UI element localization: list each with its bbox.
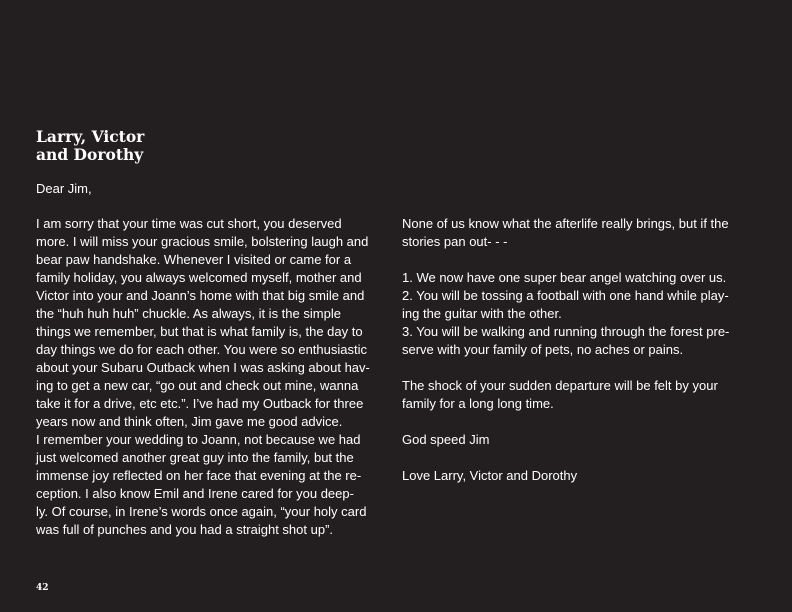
- text-line: The shock of your sudden departure will be felt by your: [402, 378, 718, 393]
- text-line: Victor into your and Joann’s home with that big smile and: [36, 288, 365, 303]
- right-column: [402, 215, 758, 485]
- signature-line: Love Larry, Victor and Dorothy: [402, 468, 578, 483]
- text-line: things we remember, but that is what family is, the day to: [36, 324, 363, 339]
- text-line: bear paw handshake. Whenever I visited or came for a: [36, 252, 352, 267]
- list-item: 1. We now have one super bear angel watching over us.: [402, 270, 727, 285]
- text-line: immense joy reflected on her face that evening at the re-: [36, 468, 362, 483]
- text-line: None of us know what the afterlife really brings, but if the: [402, 216, 729, 231]
- list-item: serve with your family of pets, no aches or pains.: [402, 342, 684, 357]
- text-line: take it for a drive, etc etc.”. I’ve had my Outback for three: [36, 396, 364, 411]
- text-line: family for a long long time.: [402, 396, 554, 411]
- text-line: the “huh huh huh” chuckle. As always, it is the simple: [36, 306, 341, 321]
- text-line: stories pan out- - -: [402, 234, 508, 249]
- paragraph-gap: [402, 413, 758, 431]
- text-line: I remember your wedding to Joann, not because we had: [36, 432, 361, 447]
- text-line: day things we do for each other. You were so enthusiastic: [36, 342, 367, 357]
- text-line: more. I will miss your gracious smile, bolstering laugh and: [36, 234, 369, 249]
- page-title: [36, 128, 144, 164]
- left-column: [36, 215, 392, 539]
- list-item: ing the guitar with the other.: [402, 306, 562, 321]
- text-line: I am sorry that your time was cut short, you deserved: [36, 216, 342, 231]
- text-line: just welcomed another great guy into the family, but the: [36, 450, 354, 465]
- closing-line: God speed Jim: [402, 432, 490, 447]
- paragraph-gap: [402, 449, 758, 467]
- text-line: ly. Of course, in Irene’s words once again, “your holy card: [36, 504, 367, 519]
- text-line: was full of punches and you had a straight shot up”.: [36, 522, 334, 537]
- list-item: 2. You will be tossing a football with one hand while play-: [402, 288, 729, 303]
- salutation: Dear Jim,: [36, 181, 92, 196]
- text-line: about your Subaru Outback when I was asking about hav-: [36, 360, 370, 375]
- paragraph-gap: [402, 251, 758, 269]
- text-line: ception. I also know Emil and Irene cared for you deep-: [36, 486, 354, 501]
- text-line: ing to get a new car, “go out and check out mine, wanna: [36, 378, 359, 393]
- text-line: family holiday, you always welcomed myself, mother and: [36, 270, 362, 285]
- text-line: years now and think often, Jim gave me good advice.: [36, 414, 343, 429]
- page-number: 42: [36, 583, 49, 593]
- title-line-2: and Dorothy: [36, 145, 144, 164]
- paragraph-gap: [402, 359, 758, 377]
- list-item: 3. You will be walking and running through the forest pre-: [402, 324, 730, 339]
- title-line-1: Larry, Victor: [36, 127, 145, 146]
